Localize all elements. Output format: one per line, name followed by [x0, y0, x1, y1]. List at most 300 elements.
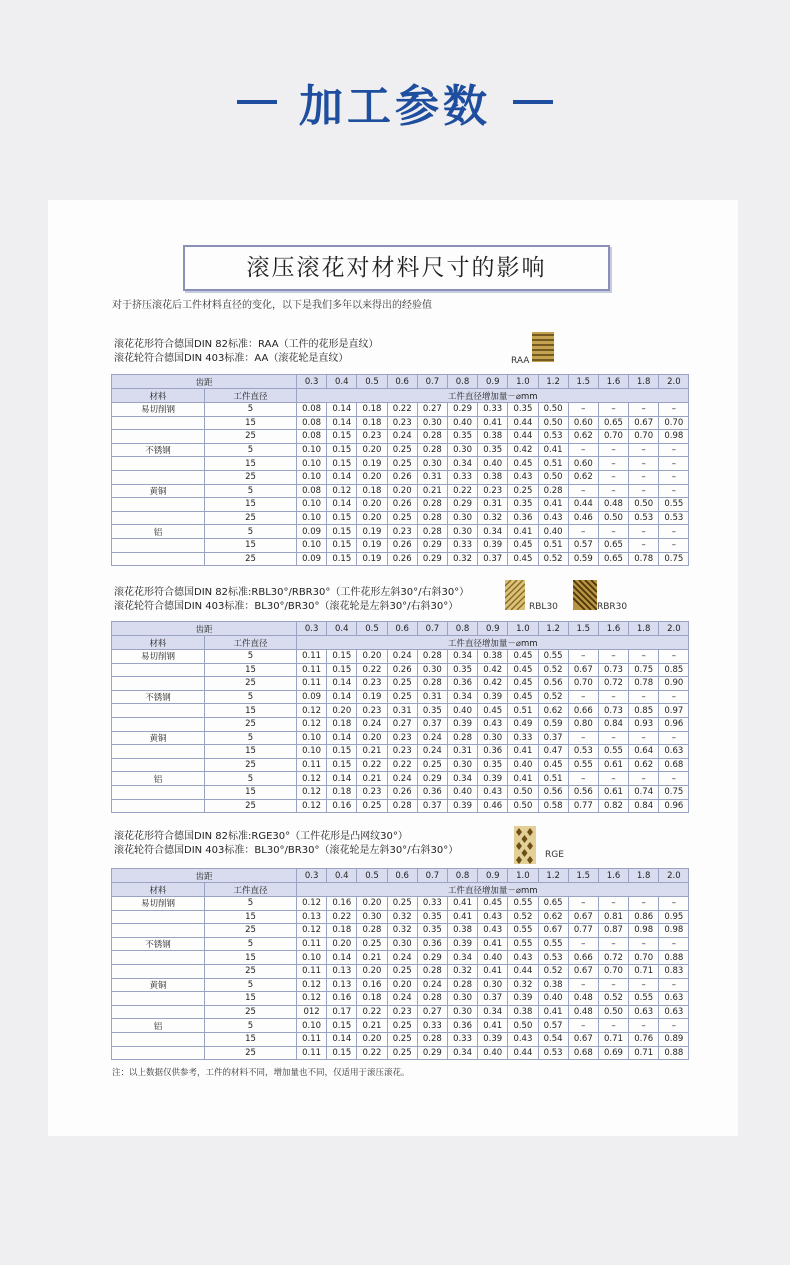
increase-value: 0.26 — [387, 663, 417, 677]
increase-value: – — [568, 1019, 598, 1033]
increase-value: 0.55 — [508, 924, 538, 938]
table-row — [112, 690, 689, 704]
standard-text-1 — [114, 338, 379, 366]
increase-value: 0.65 — [598, 416, 628, 430]
increase-value: – — [629, 525, 659, 539]
increase-value: 0.35 — [508, 403, 538, 417]
increase-value: 0.40 — [538, 525, 568, 539]
increase-value: 0.14 — [327, 1032, 357, 1046]
increase-value: 0.42 — [478, 677, 508, 691]
increase-value: 0.65 — [598, 538, 628, 552]
increase-value: 0.43 — [508, 951, 538, 965]
standard-line: 滚花花形符合德国DIN 82标准：RAA（工件的花形是直纹） — [114, 339, 379, 350]
increase-value: – — [568, 772, 598, 786]
increase-value: 0.22 — [447, 484, 477, 498]
table-row — [112, 758, 689, 772]
increase-value: 0.19 — [357, 525, 387, 539]
pattern-label: RBL30 — [529, 602, 558, 612]
increase-value: 0.28 — [417, 498, 447, 512]
increase-value: 0.83 — [659, 964, 689, 978]
increase-value: 0.21 — [417, 484, 447, 498]
increase-value: 0.40 — [478, 951, 508, 965]
increase-value: 0.25 — [508, 484, 538, 498]
increase-value: 0.63 — [659, 745, 689, 759]
diamond-knurl-icon — [514, 826, 536, 864]
increase-value: 0.80 — [568, 717, 598, 731]
increase-value: 0.20 — [327, 704, 357, 718]
increase-value: 0.35 — [508, 498, 538, 512]
pitch-value: 1.2 — [538, 622, 568, 636]
table-row — [112, 924, 689, 938]
increase-value: – — [568, 897, 598, 911]
increase-value: 0.12 — [297, 897, 327, 911]
increase-value: 0.38 — [478, 430, 508, 444]
increase-value: 0.12 — [297, 992, 327, 1006]
increase-value: 0.10 — [297, 1019, 327, 1033]
increase-value: 0.24 — [387, 772, 417, 786]
increase-value: 0.36 — [508, 511, 538, 525]
pitch-value: 0.5 — [357, 375, 387, 389]
increase-value: 0.32 — [447, 964, 477, 978]
increase-value: 0.29 — [417, 1046, 447, 1060]
increase-value: 0.15 — [327, 663, 357, 677]
increase-value: – — [629, 978, 659, 992]
increase-value: 0.30 — [478, 978, 508, 992]
diameter-cell: 5 — [205, 897, 297, 911]
increase-value: 0.39 — [478, 772, 508, 786]
increase-value: 0.11 — [297, 677, 327, 691]
increase-value: – — [659, 538, 689, 552]
increase-value: 0.62 — [568, 430, 598, 444]
pitch-value: 0.6 — [387, 622, 417, 636]
increase-value: – — [629, 403, 659, 417]
table-row — [112, 498, 689, 512]
increase-value: 0.40 — [538, 992, 568, 1006]
increase-value: 0.45 — [508, 677, 538, 691]
diameter-cell: 25 — [205, 552, 297, 566]
diameter-cell: 15 — [205, 498, 297, 512]
increase-value: 0.36 — [447, 1019, 477, 1033]
increase-value: 0.55 — [508, 937, 538, 951]
increase-value: 0.25 — [387, 897, 417, 911]
increase-value: 0.11 — [297, 1046, 327, 1060]
increase-value: 0.93 — [629, 717, 659, 731]
increase-value: 0.20 — [357, 731, 387, 745]
increase-value: 0.45 — [508, 663, 538, 677]
increase-value: 0.28 — [417, 992, 447, 1006]
increase-value: 0.20 — [357, 470, 387, 484]
table-row — [112, 951, 689, 965]
increase-value: 0.30 — [447, 443, 477, 457]
pitch-value: 0.6 — [387, 869, 417, 883]
increase-value: 0.28 — [417, 511, 447, 525]
column-header-row — [112, 389, 689, 403]
increase-value: 0.39 — [447, 717, 477, 731]
increase-value: – — [659, 937, 689, 951]
increase-value: – — [629, 650, 659, 664]
increase-value: 0.52 — [538, 964, 568, 978]
increase-value: 0.25 — [417, 758, 447, 772]
increase-value: 0.41 — [538, 1005, 568, 1019]
increase-value: – — [598, 937, 628, 951]
increase-value: 0.89 — [659, 1032, 689, 1046]
increase-value: 0.30 — [417, 663, 447, 677]
increase-value: 0.36 — [417, 785, 447, 799]
standard-line: 滚花轮符合德国DIN 403标准：BL30°/BR30°（滚花轮是左斜30°/右斜30°） — [114, 601, 459, 612]
increase-value: 0.15 — [327, 443, 357, 457]
increase-value: 0.34 — [478, 525, 508, 539]
pitch-value: 0.8 — [447, 375, 477, 389]
table-row — [112, 1019, 689, 1033]
table-row — [112, 897, 689, 911]
increase-value: 0.55 — [568, 758, 598, 772]
increase-value: 0.14 — [327, 677, 357, 691]
increase-value: 0.35 — [417, 910, 447, 924]
table-row — [112, 538, 689, 552]
increase-value: 0.29 — [417, 951, 447, 965]
increase-value: 0.31 — [447, 745, 477, 759]
increase-value: 0.39 — [447, 937, 477, 951]
material-cell: 不锈钢 — [112, 690, 205, 704]
pitch-header: 齿距 — [112, 622, 297, 636]
increase-value: 0.74 — [629, 785, 659, 799]
standard-text-3 — [114, 830, 458, 858]
increase-value: 0.15 — [327, 650, 357, 664]
increase-value: 0.24 — [417, 978, 447, 992]
increase-value: 0.71 — [598, 1032, 628, 1046]
diameter-cell: 25 — [205, 430, 297, 444]
table-row — [112, 1005, 689, 1019]
increase-value: – — [598, 978, 628, 992]
increase-value: 0.30 — [447, 992, 477, 1006]
increase-value: 0.08 — [297, 403, 327, 417]
table-row — [112, 910, 689, 924]
increase-value: 0.53 — [629, 511, 659, 525]
pitch-value: 0.9 — [478, 622, 508, 636]
pitch-value: 1.8 — [629, 869, 659, 883]
increase-value: 0.38 — [478, 470, 508, 484]
pitch-header: 齿距 — [112, 869, 297, 883]
title-dash-right — [513, 100, 553, 104]
diameter-cell: 5 — [205, 772, 297, 786]
increase-value: 0.28 — [417, 650, 447, 664]
increase-value: 0.23 — [387, 416, 417, 430]
material-cell — [112, 511, 205, 525]
increase-value: 0.61 — [598, 785, 628, 799]
standard-line: 滚花花形符合德国DIN 82标准:RGE30°（工件花形是凸网纹30°） — [114, 831, 408, 842]
increase-value: 0.62 — [538, 910, 568, 924]
increase-value: 0.14 — [327, 416, 357, 430]
pitch-header-row — [112, 869, 689, 883]
increase-value: 0.43 — [538, 511, 568, 525]
diameter-cell: 25 — [205, 470, 297, 484]
material-cell — [112, 430, 205, 444]
increase-value: 0.23 — [387, 525, 417, 539]
increase-value: 0.19 — [357, 690, 387, 704]
material-cell — [112, 704, 205, 718]
increase-value: 0.50 — [598, 1005, 628, 1019]
increase-value: 0.41 — [478, 1019, 508, 1033]
increase-value: 0.41 — [538, 443, 568, 457]
table-row — [112, 552, 689, 566]
increase-value: 0.40 — [447, 704, 477, 718]
increase-value: 0.76 — [629, 1032, 659, 1046]
increase-value: – — [659, 650, 689, 664]
increase-value: – — [629, 1019, 659, 1033]
increase-value: 0.43 — [478, 785, 508, 799]
table-row — [112, 1046, 689, 1060]
increase-value: – — [659, 403, 689, 417]
pitch-value: 1.6 — [598, 869, 628, 883]
increase-value: 0.18 — [357, 416, 387, 430]
increase-value: 0.08 — [297, 430, 327, 444]
increase-value: 0.10 — [297, 498, 327, 512]
diameter-cell: 15 — [205, 992, 297, 1006]
table-row — [112, 663, 689, 677]
table-row — [112, 650, 689, 664]
increase-value: 0.71 — [629, 1046, 659, 1060]
diameter-cell: 5 — [205, 650, 297, 664]
increase-value: 0.41 — [447, 897, 477, 911]
increase-value: 0.18 — [357, 992, 387, 1006]
increase-value: 0.62 — [568, 470, 598, 484]
increase-value: 0.39 — [447, 799, 477, 813]
increase-value: 0.30 — [417, 416, 447, 430]
increase-value: 0.36 — [478, 745, 508, 759]
table-row — [112, 717, 689, 731]
increase-value: 0.73 — [598, 704, 628, 718]
increase-value: 0.45 — [508, 538, 538, 552]
pitch-value: 1.6 — [598, 622, 628, 636]
data-table — [111, 374, 689, 566]
material-cell: 易切削钢 — [112, 403, 205, 417]
increase-value: 0.14 — [327, 690, 357, 704]
increase-value: 0.20 — [357, 511, 387, 525]
increase-value: 0.11 — [297, 758, 327, 772]
increase-value: – — [659, 470, 689, 484]
increase-value: 0.67 — [568, 1032, 598, 1046]
page-title-group — [215, 70, 575, 134]
increase-value: 0.24 — [387, 430, 417, 444]
increase-value: 0.41 — [478, 964, 508, 978]
increase-value: 0.37 — [538, 731, 568, 745]
pitch-value: 1.5 — [568, 869, 598, 883]
increase-value: 0.46 — [478, 799, 508, 813]
left-diagonal-knurl-icon — [505, 580, 525, 610]
material-cell: 易切削钢 — [112, 650, 205, 664]
column-header-row — [112, 883, 689, 897]
increase-value: 0.50 — [629, 498, 659, 512]
increase-value: 0.12 — [327, 484, 357, 498]
increase-value: 0.66 — [568, 951, 598, 965]
material-cell: 黄铜 — [112, 978, 205, 992]
increase-value: 0.15 — [327, 1046, 357, 1060]
increase-value: 0.26 — [387, 785, 417, 799]
increase-value: 0.62 — [629, 758, 659, 772]
increase-value: 0.23 — [387, 731, 417, 745]
diameter-cell: 15 — [205, 951, 297, 965]
increase-value: 0.34 — [447, 1046, 477, 1060]
increase-value: 0.16 — [327, 799, 357, 813]
increase-value: 0.45 — [478, 897, 508, 911]
increase-value: – — [629, 538, 659, 552]
increase-value: 0.26 — [387, 552, 417, 566]
diameter-header: 工件直径 — [205, 883, 297, 897]
increase-value: 0.21 — [357, 951, 387, 965]
increase-value: 0.40 — [447, 785, 477, 799]
increase-value: – — [659, 731, 689, 745]
material-header: 材料 — [112, 636, 205, 650]
increase-value: 0.20 — [357, 897, 387, 911]
material-cell — [112, 717, 205, 731]
table-row — [112, 978, 689, 992]
increase-value: 0.48 — [568, 992, 598, 1006]
increase-value: 0.67 — [568, 964, 598, 978]
increase-value: 0.09 — [297, 552, 327, 566]
increase-value: 0.32 — [447, 552, 477, 566]
increase-value: 0.43 — [478, 717, 508, 731]
table-row — [112, 484, 689, 498]
increase-value: 0.10 — [297, 443, 327, 457]
increase-value: 0.19 — [357, 457, 387, 471]
increase-value: 0.96 — [659, 799, 689, 813]
increase-value: 0.20 — [327, 937, 357, 951]
increase-value: – — [568, 525, 598, 539]
increase-value: 0.14 — [327, 470, 357, 484]
increase-value: 0.45 — [508, 552, 538, 566]
increase-value: 0.85 — [629, 704, 659, 718]
increase-value: 0.52 — [538, 690, 568, 704]
increase-value: 0.50 — [598, 511, 628, 525]
increase-value: 0.11 — [297, 964, 327, 978]
increase-value: 0.18 — [327, 717, 357, 731]
increase-value: 0.47 — [538, 745, 568, 759]
increase-value: 0.26 — [387, 498, 417, 512]
material-cell: 不锈钢 — [112, 937, 205, 951]
increase-value: 0.14 — [327, 403, 357, 417]
increase-value: 0.32 — [508, 978, 538, 992]
increase-value: 0.46 — [568, 511, 598, 525]
material-cell — [112, 552, 205, 566]
increase-value: 0.53 — [538, 1046, 568, 1060]
increase-value: 0.40 — [508, 758, 538, 772]
increase-value: 0.17 — [327, 1005, 357, 1019]
increase-value: 0.23 — [478, 484, 508, 498]
increase-value: 0.20 — [357, 498, 387, 512]
pitch-value: 1.8 — [629, 622, 659, 636]
increase-value: 0.33 — [447, 1032, 477, 1046]
increase-value: 0.66 — [568, 704, 598, 718]
material-cell — [112, 785, 205, 799]
material-header: 材料 — [112, 883, 205, 897]
increase-value: 0.25 — [387, 690, 417, 704]
increase-value: 0.34 — [478, 1005, 508, 1019]
increase-value: 0.63 — [659, 1005, 689, 1019]
increase-value: 0.40 — [478, 1046, 508, 1060]
increase-value: 0.49 — [508, 717, 538, 731]
increase-value: 0.52 — [538, 663, 568, 677]
increase-value: 0.32 — [387, 924, 417, 938]
increase-value: 0.22 — [387, 758, 417, 772]
pitch-value: 0.6 — [387, 375, 417, 389]
pitch-value: 0.8 — [447, 622, 477, 636]
increase-value: 0.55 — [659, 498, 689, 512]
increase-value: 0.55 — [508, 897, 538, 911]
pitch-value: 1.2 — [538, 375, 568, 389]
pitch-value: 0.5 — [357, 869, 387, 883]
diameter-cell: 15 — [205, 910, 297, 924]
increase-value: 0.30 — [447, 1005, 477, 1019]
footnote: 注：以上数据仅供参考，工件的材料不同，增加量也不同，仅适用于滚压滚花。 — [112, 1068, 410, 1078]
increase-value: 0.96 — [659, 717, 689, 731]
increase-value: 0.53 — [538, 951, 568, 965]
diameter-header: 工件直径 — [205, 636, 297, 650]
increase-value: 0.69 — [598, 1046, 628, 1060]
diameter-cell: 5 — [205, 690, 297, 704]
table-row — [112, 785, 689, 799]
material-cell — [112, 1032, 205, 1046]
increase-value: 0.25 — [357, 937, 387, 951]
increase-value: 0.70 — [568, 677, 598, 691]
increase-value: 0.31 — [387, 704, 417, 718]
table-row — [112, 416, 689, 430]
increase-value: 0.26 — [387, 538, 417, 552]
material-cell — [112, 663, 205, 677]
increase-value: 0.16 — [327, 897, 357, 911]
increase-value: 0.42 — [478, 663, 508, 677]
increase-value: – — [659, 772, 689, 786]
increase-value: 0.28 — [357, 924, 387, 938]
increase-header: 工件直径增加量－⌀mm — [297, 389, 689, 403]
pitch-value: 1.6 — [598, 375, 628, 389]
increase-value: 0.23 — [387, 1005, 417, 1019]
material-cell — [112, 992, 205, 1006]
increase-value: 0.35 — [417, 704, 447, 718]
pitch-header-row — [112, 375, 689, 389]
increase-value: – — [629, 937, 659, 951]
diameter-cell: 15 — [205, 538, 297, 552]
table-row — [112, 964, 689, 978]
diameter-cell: 5 — [205, 443, 297, 457]
increase-value: – — [598, 525, 628, 539]
increase-value: – — [659, 525, 689, 539]
increase-value: 0.50 — [508, 1019, 538, 1033]
increase-value: 0.38 — [478, 650, 508, 664]
increase-value: 0.10 — [297, 538, 327, 552]
increase-value: 0.67 — [568, 910, 598, 924]
increase-value: – — [568, 731, 598, 745]
increase-value: 0.16 — [327, 992, 357, 1006]
increase-value: 0.33 — [478, 403, 508, 417]
table-row — [112, 937, 689, 951]
material-cell — [112, 924, 205, 938]
increase-value: – — [659, 978, 689, 992]
increase-value: 0.34 — [447, 650, 477, 664]
material-cell — [112, 677, 205, 691]
material-cell: 黄铜 — [112, 484, 205, 498]
increase-value: – — [629, 897, 659, 911]
increase-value: 0.50 — [508, 785, 538, 799]
diameter-cell: 25 — [205, 1046, 297, 1060]
pitch-value: 0.5 — [357, 622, 387, 636]
increase-value: 0.86 — [629, 910, 659, 924]
increase-value: 0.61 — [598, 758, 628, 772]
increase-value: 0.23 — [357, 677, 387, 691]
increase-value: 0.26 — [387, 470, 417, 484]
increase-value: 0.25 — [387, 1032, 417, 1046]
increase-value: 0.25 — [387, 964, 417, 978]
material-cell: 黄铜 — [112, 731, 205, 745]
